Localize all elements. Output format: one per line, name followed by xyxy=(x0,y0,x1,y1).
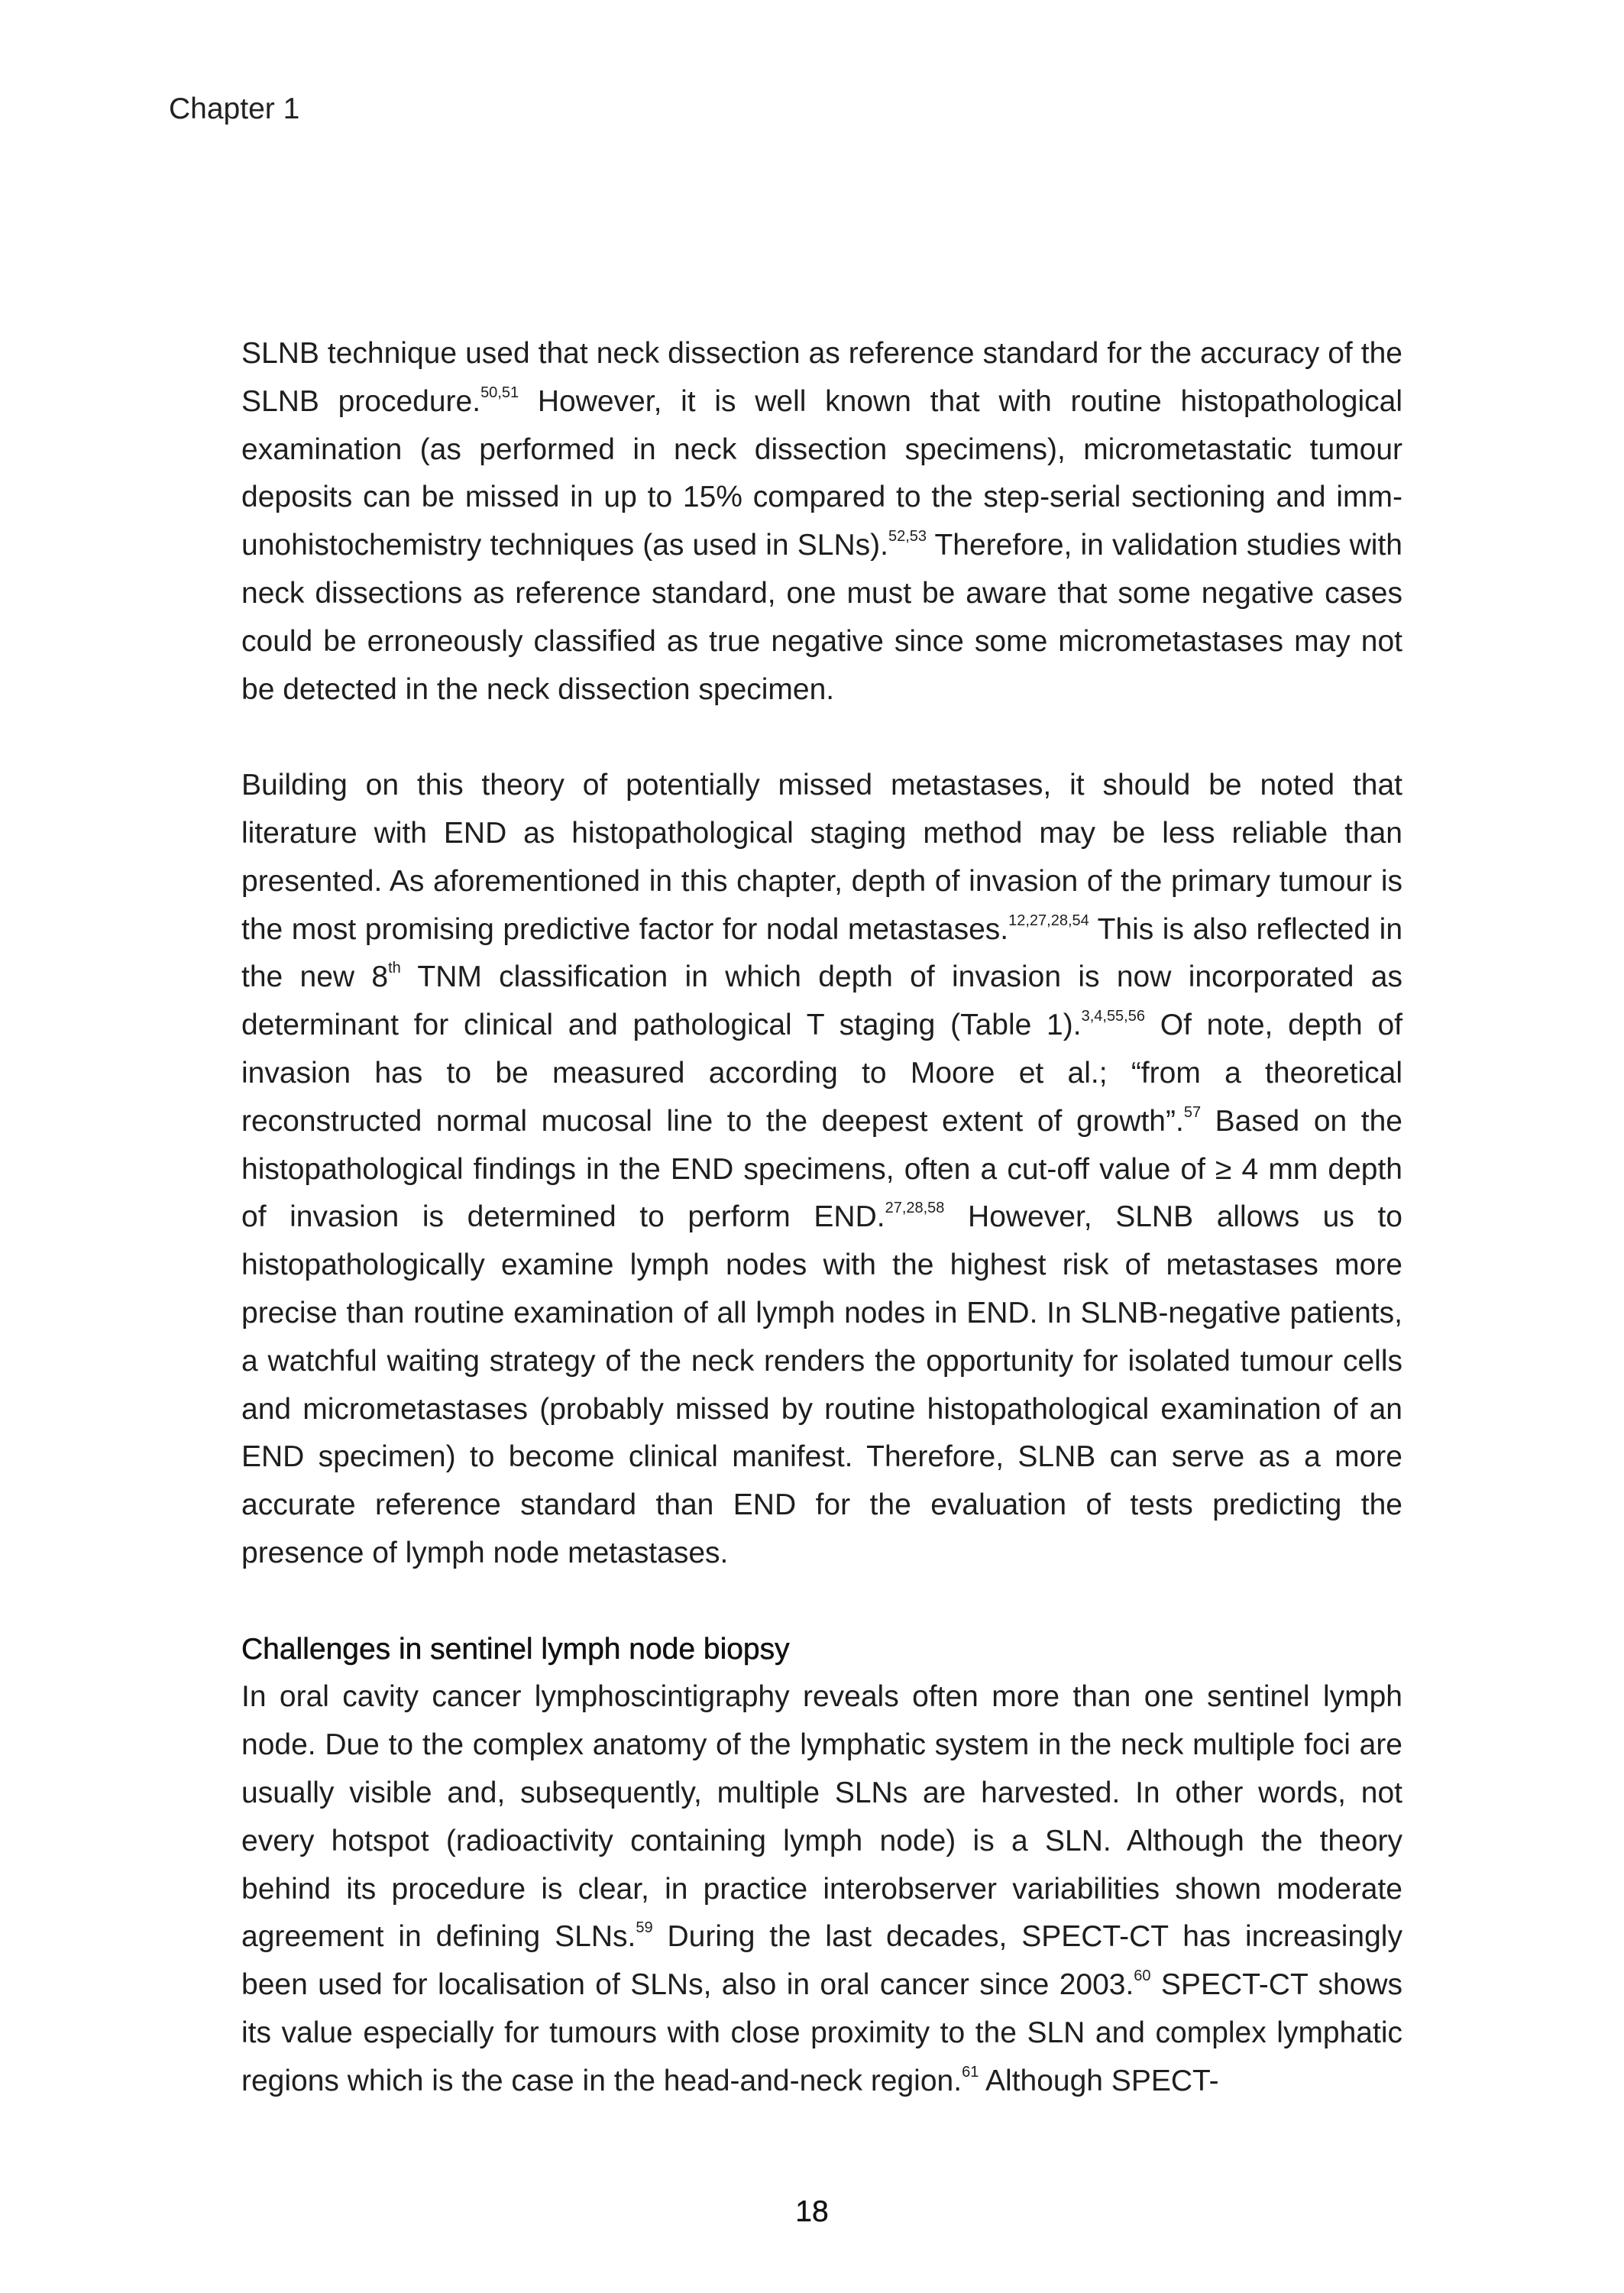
text-run: However, it is well known that with routine histopathological examination (as performed in neck dissection specimens), micrometastatic tumour deposits can be missed in up to 15% compared to the step-serial sectioning and imm-unohistochemistry techniques (as used in SLNs). xyxy=(241,384,1402,562)
text-run: Based on the histopathological findings in the END specimens, often a cut-off value of ≥ 4 mm depth of invasion is determined to perform END. xyxy=(241,1104,1402,1234)
text-run: SPECT-CT shows its value especially for tumours with close proximity to the SLN and complex lymphatic regions which is the case in the head-and-neck region. xyxy=(241,1968,1402,2097)
text-run: SLNB technique used that neck dissection as reference standard for the accuracy of the SLNB procedure. xyxy=(241,337,1402,418)
text-run: During the last decades, SPECT-CT has increasingly been used for localisation of SLNs, also in oral cancer since 2003. xyxy=(241,1920,1402,2002)
text-run: TNM classification in which depth of invasion is now incorporated as determinant for clinical and pathological T staging (Table 1). xyxy=(241,960,1402,1042)
citation: 61 xyxy=(962,2063,979,2081)
citation: 52,53 xyxy=(888,528,927,546)
citation: 27,28,58 xyxy=(885,1200,945,1217)
citation: 60 xyxy=(1134,1968,1151,1985)
ordinal-suffix: th xyxy=(388,960,401,977)
section-heading: Challenges in sentinel lymph node biopsy xyxy=(241,1632,790,1666)
running-head: Chapter 1 xyxy=(169,92,300,125)
text-run: Building on this theory of potentially missed metastases, it should be noted that literature with END as histopathological staging method may be less reliable than presented. As aforementioned in this chapter, depth of invasion of the primary tumour is the most promising predictive factor for nodal metastases. xyxy=(241,769,1402,946)
text-run: Of note, depth of invasion has to be measured according to Moore et al.; “from a theoretical reconstructed normal mucosal line to the deepest extent of growth”. xyxy=(241,1009,1402,1138)
citation: 3,4,55,56 xyxy=(1081,1008,1145,1025)
citation: 50,51 xyxy=(480,384,519,401)
body-text xyxy=(241,330,1402,2105)
paragraph-missed-metastases xyxy=(241,762,1402,1578)
citation: 12,27,28,54 xyxy=(1008,912,1089,929)
text-run: Although SPECT- xyxy=(979,2064,1219,2097)
text-run: This is also reflected in the new 8 xyxy=(241,912,1403,994)
text-run: However, SLNB allows us to histopathologically examine lymph nodes with the highest risk of metastases more precise than routine examination of all lymph nodes in END. In SLNB-negative patients, a watchful waiting strategy of the neck renders the opportunity for isolated tumour cells and micrometastases (probably missed by routine histopathological examination of an END specimen) to become clinical manifest. Therefore, SLNB can serve as a more accurate reference standard than END for the evaluation of tests predicting the presence of lymph node metastases. xyxy=(241,1200,1402,1569)
paragraph-sentinel-challenges xyxy=(241,1673,1402,2105)
paragraph-neck-dissection-reference xyxy=(241,330,1402,714)
page-number: 18 xyxy=(795,2195,829,2228)
text-run: Therefore, in validation studies with neck dissections as reference standard, one must be aware that some negative cases could be erroneously classified as true negative since some micrometastases may not be detected in the neck dissection specimen. xyxy=(241,529,1402,706)
citation: 57 xyxy=(1183,1103,1202,1121)
text-run: In oral cavity cancer lymphoscintigraphy reveals often more than one sentinel lymph node. Due to the complex anatomy of the lymphatic system in the neck multiple foci are usually visible and, subsequently, multiple SLNs are harvested. In other words, not every hotspot (radioactivity containing lymph node) is a SLN. Although the theory behind its procedure is clear, in practice interobserver variabilities shown moderate agreement in defining SLNs. xyxy=(241,1680,1402,1954)
citation: 59 xyxy=(636,1919,653,1937)
